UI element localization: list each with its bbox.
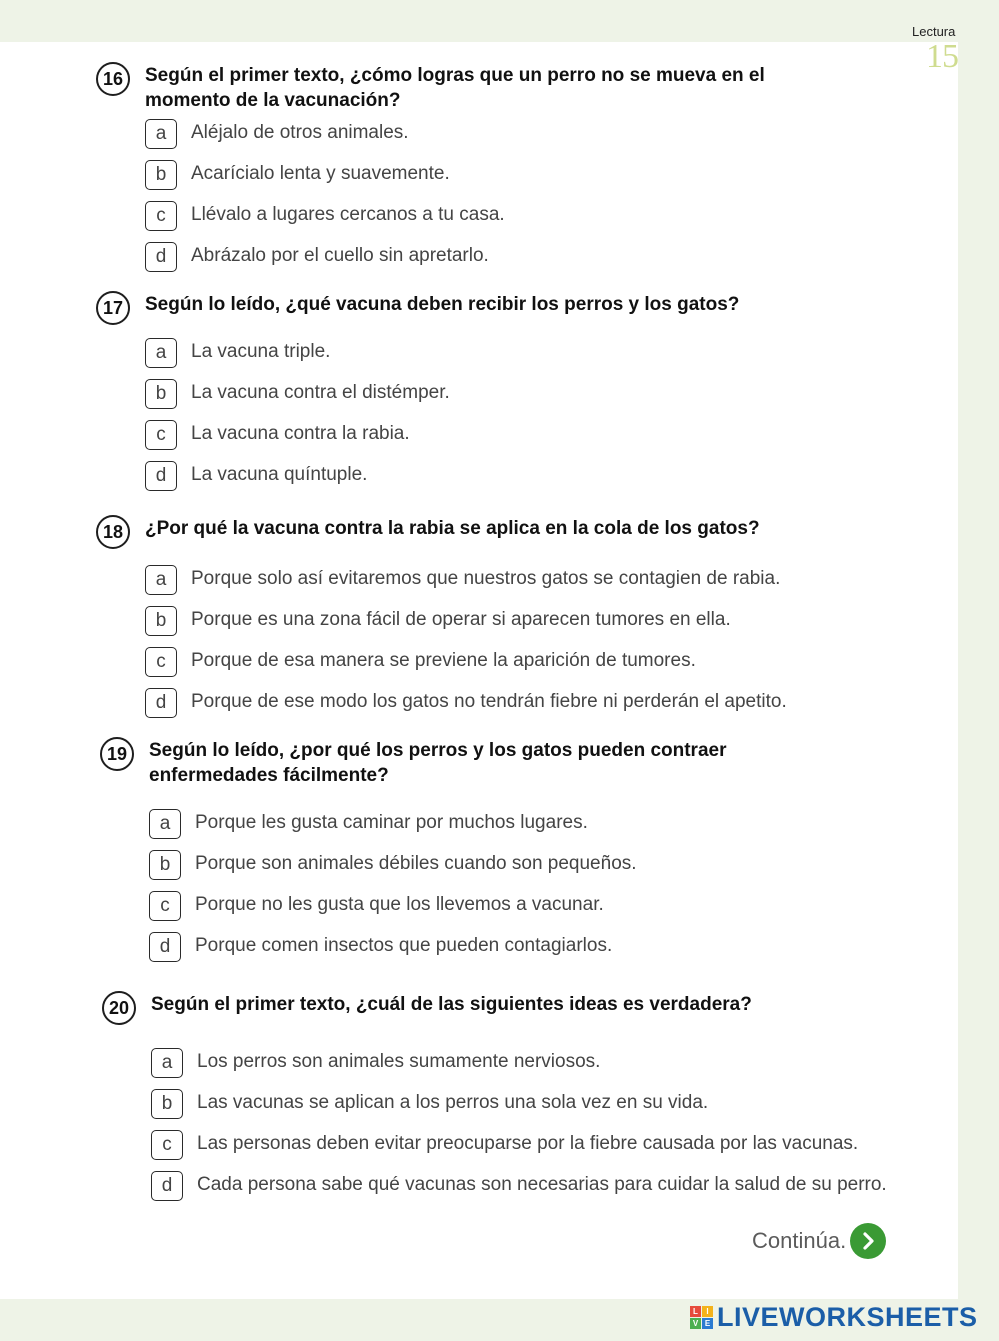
option-a[interactable] (151, 1048, 911, 1078)
question-text: Según lo leído, ¿qué vacuna deben recibir los perros y los gatos? (145, 294, 740, 315)
option-text: La vacuna contra el distémper. (191, 382, 450, 403)
option-a[interactable] (145, 565, 905, 595)
option-a[interactable] (145, 338, 905, 368)
option-b[interactable] (151, 1089, 911, 1119)
option-d[interactable] (145, 461, 905, 491)
option-letter-box[interactable]: c (151, 1130, 183, 1160)
logo-letter: V (690, 1318, 701, 1329)
option-letter-box[interactable]: a (145, 119, 177, 149)
logo-letter: L (690, 1306, 701, 1317)
option-text: La vacuna contra la rabia. (191, 423, 410, 444)
section-label: Lectura (912, 24, 956, 39)
option-letter-box[interactable]: c (149, 891, 181, 921)
option-text: Porque no les gusta que los llevemos a vacunar. (195, 894, 604, 915)
option-c[interactable] (151, 1130, 911, 1160)
right-margin-band (958, 0, 999, 1341)
option-letter-box[interactable]: b (145, 606, 177, 636)
liveworksheets-logo-icon (690, 1306, 713, 1329)
option-letter-box[interactable]: c (145, 201, 177, 231)
option-b[interactable] (149, 850, 909, 880)
option-text: Porque solo así evitaremos que nuestros gatos se contagien de rabia. (191, 568, 781, 589)
question-text: Según el primer texto, ¿cómo logras que un perro no se mueva en el momento de la vacunación? (145, 65, 765, 111)
option-letter-box[interactable]: a (151, 1048, 183, 1078)
option-d[interactable] (151, 1171, 911, 1201)
chevron-right-icon[interactable] (850, 1223, 886, 1259)
option-text: Porque de ese modo los gatos no tendrán fiebre ni perderán el apetito. (191, 691, 787, 712)
option-d[interactable] (145, 688, 905, 718)
option-text: La vacuna triple. (191, 341, 331, 362)
option-a[interactable] (149, 809, 909, 839)
option-text: Aléjalo de otros animales. (191, 122, 409, 143)
question-text: Según lo leído, ¿por qué los perros y los gatos pueden contraer enfermedades fácilmente? (149, 740, 727, 786)
question-text: ¿Por qué la vacuna contra la rabia se aplica en la cola de los gatos? (145, 518, 760, 539)
question-number-badge: 16 (96, 62, 130, 96)
option-letter-box[interactable]: d (145, 242, 177, 272)
option-text: Acarícialo lenta y suavemente. (191, 163, 450, 184)
option-text: Porque les gusta caminar por muchos lugares. (195, 812, 588, 833)
option-letter-box[interactable]: c (145, 647, 177, 677)
option-letter-box[interactable]: d (145, 688, 177, 718)
top-band (0, 0, 999, 42)
option-text: Porque es una zona fácil de operar si aparecen tumores en ella. (191, 609, 731, 630)
option-text: La vacuna quíntuple. (191, 464, 368, 485)
question-number-badge: 20 (102, 991, 136, 1025)
option-b[interactable] (145, 606, 905, 636)
option-c[interactable] (145, 420, 905, 450)
option-text: Los perros son animales sumamente nerviosos. (197, 1051, 601, 1072)
option-text: Abrázalo por el cuello sin apretarlo. (191, 245, 489, 266)
option-text: Porque de esa manera se previene la aparición de tumores. (191, 650, 696, 671)
logo-letter: I (702, 1306, 713, 1317)
option-text: Las vacunas se aplican a los perros una sola vez en su vida. (197, 1092, 709, 1113)
option-c[interactable] (145, 647, 905, 677)
option-d[interactable] (149, 932, 909, 962)
continue-link[interactable] (752, 1222, 886, 1260)
option-a[interactable] (145, 119, 905, 149)
option-text: Porque son animales débiles cuando son pequeños. (195, 853, 637, 874)
option-b[interactable] (145, 379, 905, 409)
option-letter-box[interactable]: b (145, 379, 177, 409)
option-letter-box[interactable]: b (149, 850, 181, 880)
question-number-badge: 19 (100, 737, 134, 771)
option-letter-box[interactable]: b (151, 1089, 183, 1119)
option-letter-box[interactable]: a (145, 565, 177, 595)
option-c[interactable] (149, 891, 909, 921)
question-number-badge: 18 (96, 515, 130, 549)
option-letter-box[interactable]: d (145, 461, 177, 491)
question-number-badge: 17 (96, 291, 130, 325)
option-c[interactable] (145, 201, 905, 231)
option-letter-box[interactable]: c (145, 420, 177, 450)
page-number: 15 (926, 38, 958, 75)
option-text: Porque comen insectos que pueden contagiarlos. (195, 935, 613, 956)
option-letter-box[interactable]: b (145, 160, 177, 190)
option-letter-box[interactable]: a (145, 338, 177, 368)
option-b[interactable] (145, 160, 905, 190)
brand-name: LIVEWORKSHEETS (717, 1301, 978, 1332)
logo-letter: E (702, 1318, 713, 1329)
continue-label: Continúa. (752, 1228, 847, 1253)
option-text: Cada persona sabe qué vacunas son necesarias para cuidar la salud de su perro. (197, 1174, 887, 1195)
option-letter-box[interactable]: d (151, 1171, 183, 1201)
question-text: Según el primer texto, ¿cuál de las siguientes ideas es verdadera? (151, 994, 752, 1015)
option-letter-box[interactable]: a (149, 809, 181, 839)
option-d[interactable] (145, 242, 905, 272)
option-letter-box[interactable]: d (149, 932, 181, 962)
liveworksheets-brand[interactable] (690, 1302, 978, 1332)
option-text: Llévalo a lugares cercanos a tu casa. (191, 204, 505, 225)
option-text: Las personas deben evitar preocuparse por la fiebre causada por las vacunas. (197, 1133, 859, 1154)
